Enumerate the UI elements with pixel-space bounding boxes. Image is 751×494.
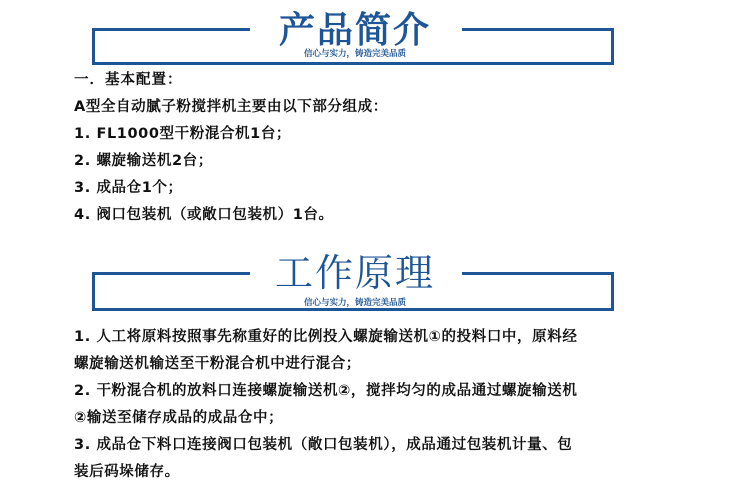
section-title: 产品简介 <box>278 10 431 51</box>
section-title: 工作原理 <box>274 251 435 295</box>
working-principle-block <box>74 324 577 486</box>
config-intro: A型全自动腻子粉搅拌机主要由以下部分组成： <box>74 99 388 115</box>
principle-line: 3. 成品仓下料口连接阀口包装机（敞口包装机），成品通过包装机计量、包 <box>74 437 573 453</box>
principle-line: 1. 人工将原料按照事先称重好的比例投入螺旋输送机①的投料口中，原料经 <box>74 329 578 345</box>
section-subtitle: 信心与实力，铸造完美品质 <box>303 298 406 308</box>
config-item: 3. 成品仓1个； <box>74 180 183 196</box>
section-subtitle: 信心与实力，铸造完美品质 <box>303 49 406 59</box>
basic-config-block <box>74 67 388 229</box>
section-header-product-intro <box>0 0 751 70</box>
config-item: 4. 阀口包装机（或敞口包装机）1台。 <box>74 207 334 223</box>
principle-line: 螺旋输送机输送至干粉混合机中进行混合； <box>74 356 361 372</box>
config-item: 1. FL1000型干粉混合机1台； <box>74 126 292 142</box>
config-item: 2. 螺旋输送机2台； <box>74 153 213 169</box>
principle-line: 2. 干粉混合机的放料口连接螺旋输送机②，搅拌均匀的成品通过螺旋输送机 <box>74 383 578 399</box>
section-header-working-principle <box>0 240 751 315</box>
principle-line: 装后码垛储存。 <box>74 464 180 480</box>
principle-line: ②输送至储存成品的成品仓中； <box>74 410 284 426</box>
config-heading: 一．基本配置： <box>74 72 183 88</box>
